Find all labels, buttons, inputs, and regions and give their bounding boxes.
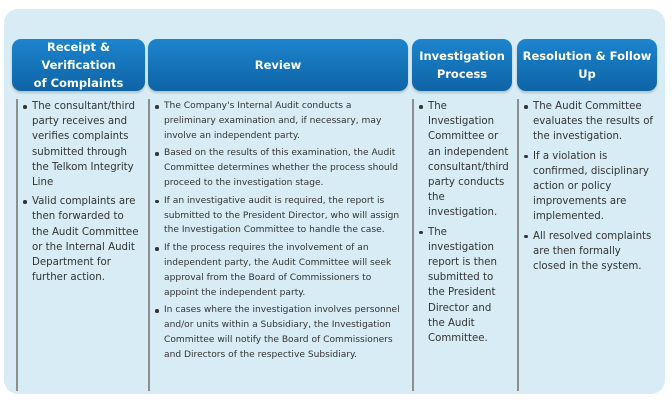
column-body: [16, 99, 142, 391]
list-item: If an investigative audit is required, the report is submitted to the President Director, who will assign the Investigation Committee to handle the case.: [164, 194, 406, 238]
bullet-list: [150, 99, 406, 363]
process-panel: [4, 9, 665, 394]
list-item: If a violation is confirmed, disciplinary action or policy improvements are implemented.: [533, 149, 655, 225]
bullet-list: [414, 99, 510, 346]
column-header: Investigation Process: [412, 39, 512, 91]
list-item: If the process requires the involvement of an independent party, the Audit Committee will seek approval from the Board of Commissioners to appoint the independent party.: [164, 241, 406, 300]
list-item: Valid complaints are then forwarded to the Audit Committee or the Internal Audit Department for further action.: [32, 194, 142, 285]
column-header: Review: [148, 39, 408, 91]
column-header: Resolution & Follow Up: [517, 39, 657, 91]
list-item: In cases where the investigation involves personnel and/or units within a Subsidiary, the Investigation Committee will notify the Board of Commissioners and Directors of the respective Subsidiary.: [164, 303, 406, 362]
list-item: The Investigation Committee or an independent consultant/third party conducts the investigation.: [428, 99, 510, 221]
column-body: [148, 99, 406, 391]
column-body: [517, 99, 655, 391]
list-item: Based on the results of this examination, the Audit Committee determines whether the process should proceed to the investigation stage.: [164, 146, 406, 190]
list-item: The Company's Internal Audit conducts a preliminary examination and, if necessary, may involve an independent party.: [164, 99, 406, 143]
column-body: [412, 99, 510, 391]
list-item: The investigation report is then submitted to the President Director and the Audit Committee.: [428, 225, 510, 347]
list-item: The consultant/third party receives and verifies complaints submitted through the Telkom Integrity Line: [32, 99, 142, 190]
column-header: Receipt & Verification of Complaints: [12, 39, 145, 91]
bullet-list: [519, 99, 655, 274]
list-item: All resolved complaints are then formally closed in the system.: [533, 229, 655, 275]
bullet-list: [18, 99, 142, 285]
list-item: The Audit Committee evaluates the results of the investigation.: [533, 99, 655, 145]
